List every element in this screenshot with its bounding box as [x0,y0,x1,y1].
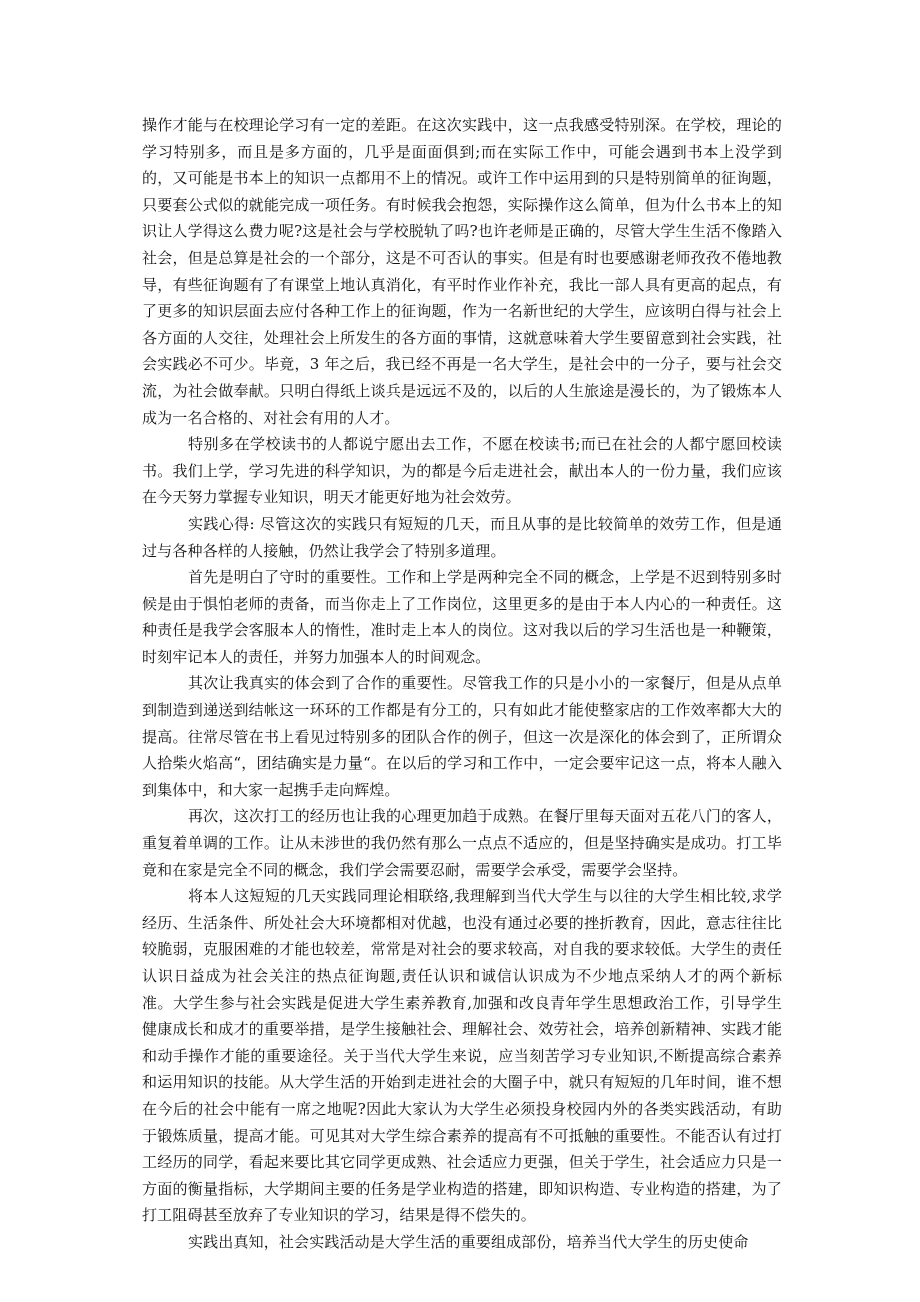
paragraph-7: 将本人这短短的几天实践同理论相联络,我理解到当代大学生与以往的大学生相比较,求学经历、生活条件、所处社会大环境都相对优越，也没有通过必要的挫折教育，因此，意志往往比较脆弱，克服困难的才能也较差，常常是对社会的要求较高，对自我的要求较低。大学生的责任认识日益成为社会关注的热点征询题,责任认识和诚信认识成为不少地点采纳人才的两个新标准。大学生参与社会实践是促进大学生素养教育,加强和改良青年学生思想政治工作，引导学生健康成长和成才的重要举措，是学生接触社会、理解社会、效劳社会，培养创新精神、实践才能和动手操作才能的重要途径。关于当代大学生来说，应当刻苦学习专业知识,不断提高综合素养和运用知识的技能。从大学生活的开始到走进社会的大圈子中，就只有短短的几年时间，谁不想在今后的社会中能有一席之地呢?因此大家认为大学生必须投身校园内外的各类实践活动，有助于锻炼质量，提高才能。可见其对大学生综合素养的提高有不可抵触的重要性。不能否认有过打工经历的同学，看起来要比其它同学更成熟、社会适应力更强，但关于学生，社会适应力只是一方面的衡量指标，大学期间主要的任务是学业构造的搭建，即知识构造、专业构造的搭建，为了打工阻碍甚至放弃了专业知识的学习，结果是得不偿失的。 [142,887,782,1225]
paragraph-2: 特别多在学校读书的人都说宁愿出去工作，不愿在校读书;而已在社会的人都宁愿回校读书。我们上学，学习先进的科学知识，为的都是今后走进社会，献出本人的一份力量，我们应该在今天努力掌握专业知识，明天才能更好地为社会效劳。 [142,435,782,507]
paragraph-4: 首先是明白了守时的重要性。工作和上学是两种完全不同的概念，上学是不迟到特别多时候是由于惧怕老师的责备，而当你走上了工作岗位，这里更多的是由于本人内心的一种责任。这种责任是我学会客服本人的惰性，准时走上本人的岗位。这对我以后的学习生活也是一种鞭策，时刻牢记本人的责任，并努力加强本人的时间观念。 [142,568,782,666]
paragraph-1: 操作才能与在校理论学习有一定的差距。在这次实践中，这一点我感受特别深。在学校，理论的学习特别多，而且是多方面的，几乎是面面俱到;而在实际工作中，可能会遇到书本上没学到的，又可能是书本上的知识一点都用不上的情况。或许工作中运用到的只是特别简单的征询题，只要套公式似的就能完成一项任务。有时候我会抱怨，实际操作这么简单，但为什么书本上的知识让人学得这么费力呢?这是社会与学校脱轨了吗?也许老师是正确的，尽管大学生生活不像踏入社会，但是总算是社会的一个部分，这是不可否认的事实。但是有时也要感谢老师孜孜不倦地教导，有些征询题有了有课堂上地认真消化，有平时作业作补充，我比一部人具有更高的起点，有了更多的知识层面去应付各种工作上的征询题，作为一名新世纪的大学生，应该明白得与社会上各方面的人交往，处理社会上所发生的各方面的事情，这就意味着大学生要留意到社会实践，社会实践必不可少。毕竟，3 年之后，我已经不再是一名大学生，是社会中的一分子，要与社会交流，为社会做奉献。只明白得纸上谈兵是远远不及的，以后的人生旅途是漫长的，为了锻炼本人成为一名合格的、对社会有用的人才。 [142,116,782,427]
paragraph-8: 实践出真知，社会实践活动是大学生活的重要组成部份，培养当代大学生的历史使命 [188,1232,749,1251]
paragraph-6: 再次，这次打工的经历也让我的心理更加趋于成熟。在餐厅里每天面对五花八门的客人，重复着单调的工作。让从未涉世的我仍然有那么一点点不适应的，但是坚持确实是成功。打工毕竟和在家是完全不同的概念，我们学会需要忍耐，需要学会承受，需要学会坚持。 [142,807,782,879]
document-body [142,112,782,1256]
paragraph-5: 其次让我真实的体会到了合作的重要性。尽管我工作的只是小小的一家餐厅，但是从点单到制造到递送到结帐这一环环的工作都是有分工的，只有如此才能使整家店的工作效率都大大的提高。往常尽管在书上看见过特别多的团队合作的例子，但这一次是深化的体会到了，正所谓众人拾柴火焰高“，团结确实是力量“。在以后的学习和工作中，一定会要牢记这一点，将本人融入到集体中，和大家一起携手走向辉煌。 [142,674,782,799]
paragraph-3: 实践心得: 尽管这次的实践只有短短的几天，而且从事的是比较简单的效劳工作，但是通过与各种各样的人接触，仍然让我学会了特别多道理。 [142,514,782,560]
